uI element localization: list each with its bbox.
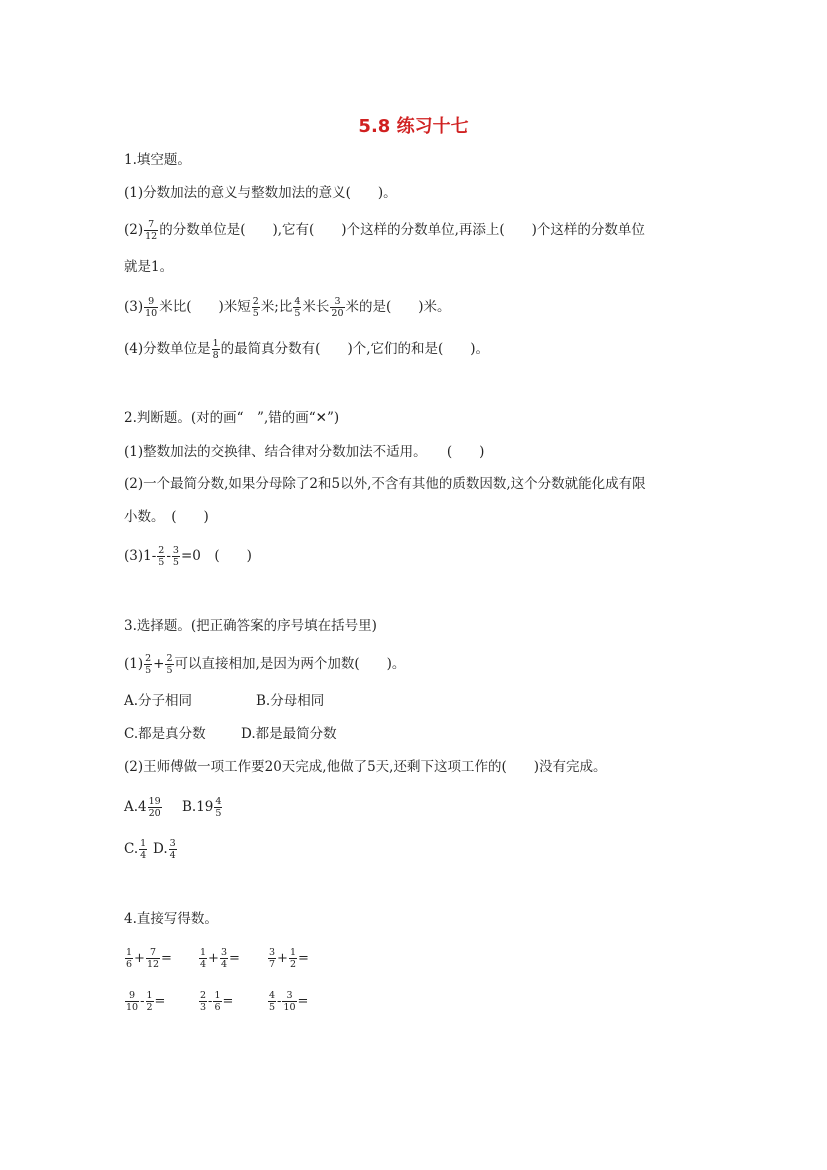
s1-question-2: (2) $\frac{7}{12}$ 的分数单位是( ),它有( )个这样的分数单位,再添上( )个这样的分数单位 <box>124 219 645 242</box>
fraction: $\frac{9}{10}$ <box>145 296 158 319</box>
fraction: $\frac{3}{5}$ <box>172 545 179 568</box>
section-2-heading: 2.判断题。(对的画“ ”,错的画“✕”) <box>124 410 340 426</box>
s2-question-2-continued: 小数。 ( ) <box>124 509 209 525</box>
section-4-heading: 4.直接写得数。 <box>124 911 218 927</box>
s1-question-4: (4)分数单位是 $\frac{1}{8}$ 的最简真分数有( )个,它们的和是( )。 <box>124 338 490 361</box>
s2-question-3: (3)1- $\frac{2}{5}$ - $\frac{3}{5}$ =0 ( ) <box>124 545 252 568</box>
s3-q2-option-d: D. $\frac{3}{4}$ <box>153 838 176 861</box>
s3-q1-option-b: B.分母相同 <box>256 693 325 709</box>
s1-question-3: (3) $\frac{9}{10}$ 米比( )米短 $\frac{2}{5}$ 米;比 $\frac{4}{5}$ 米长 $\frac{3}{20}$ 米的是( )米。 <box>124 296 451 319</box>
s3-q2-option-b: B.19 $\frac{4}{5}$ <box>182 796 222 819</box>
fraction: $\frac{2}{5}$ <box>145 653 152 676</box>
fraction: $\frac{2}{5}$ <box>166 653 173 676</box>
calc-item: $\frac{9}{10}$ - $\frac{1}{2}$ = <box>126 990 166 1013</box>
calc-item: $\frac{3}{7}$ + $\frac{1}{2}$ = <box>269 947 309 970</box>
s2-question-1: (1)整数加法的交换律、结合律对分数加法不适用。 ( ) <box>124 444 485 460</box>
fraction: $\frac{3}{20}$ <box>331 296 344 319</box>
page-title: 5.8 练习十七 <box>358 116 469 137</box>
s3-q1-option-d: D.都是最简分数 <box>241 726 337 742</box>
s1-question-1: (1)分数加法的意义与整数加法的意义( )。 <box>124 185 397 201</box>
fraction: $\frac{7}{12}$ <box>145 219 158 242</box>
s3-q1-option-a: A.分子相同 <box>124 693 193 709</box>
fraction: $\frac{4}{5}$ <box>294 296 301 319</box>
calc-item: $\frac{4}{5}$ - $\frac{3}{10}$ = <box>269 990 309 1013</box>
fraction: $\frac{4}{5}$ <box>215 796 222 819</box>
fraction: $\frac{3}{4}$ <box>169 838 176 861</box>
fraction: $\frac{2}{5}$ <box>158 545 165 568</box>
s3-question-1: (1) $\frac{2}{5}$ + $\frac{2}{5}$ 可以直接相加,是因为两个加数( )。 <box>124 653 406 676</box>
fraction: $\frac{1}{8}$ <box>212 338 219 361</box>
fraction: $\frac{2}{5}$ <box>252 296 259 319</box>
s3-question-2: (2)王师傅做一项工作要20天完成,他做了5天,还剩下这项工作的( )没有完成。 <box>124 759 607 775</box>
s3-q1-option-c: C.都是真分数 <box>124 726 206 742</box>
section-3-heading: 3.选择题。(把正确答案的序号填在括号里) <box>124 618 377 634</box>
calc-item: $\frac{2}{3}$ - $\frac{1}{6}$ = <box>200 990 234 1013</box>
s2-question-2: (2)一个最简分数,如果分母除了2和5以外,不含有其他的质数因数,这个分数就能化成有限 <box>124 476 646 492</box>
fraction: $\frac{19}{20}$ <box>148 796 161 819</box>
s1-question-2-continued: 就是1。 <box>124 259 174 275</box>
calc-item: $\frac{1}{6}$ + $\frac{7}{12}$ = <box>126 947 172 970</box>
calc-item: $\frac{1}{4}$ + $\frac{3}{4}$ = <box>200 947 240 970</box>
s3-q2-option-a: A.4 $\frac{19}{20}$ <box>124 796 161 819</box>
fraction: $\frac{1}{4}$ <box>140 838 147 861</box>
section-1-heading: 1.填空题。 <box>124 152 191 168</box>
s3-q2-option-c: C. $\frac{1}{4}$ <box>124 838 147 861</box>
